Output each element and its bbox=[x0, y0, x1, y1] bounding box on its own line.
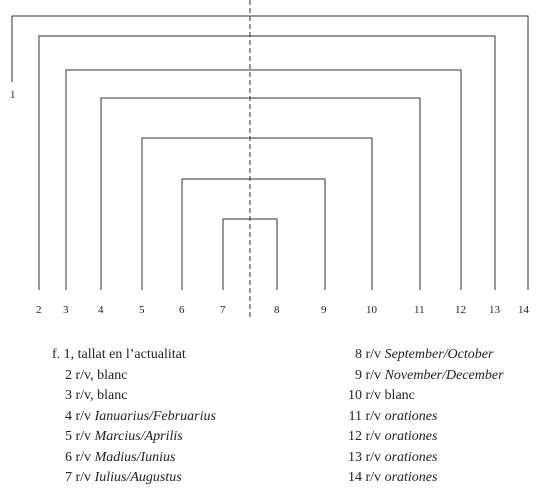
leaf-label-12: 12 bbox=[455, 304, 466, 316]
bifolium-6-9 bbox=[182, 179, 325, 290]
legend-text: r/v, blanc bbox=[75, 367, 128, 383]
legend-text: r/v bbox=[365, 408, 382, 424]
legend-right-column bbox=[340, 345, 504, 489]
legend-content: orationes bbox=[384, 470, 438, 485]
bifolium-5-10 bbox=[142, 138, 372, 290]
leaf-label-9: 9 bbox=[321, 304, 327, 316]
leaf-label-8: 8 bbox=[274, 304, 280, 316]
legend-item bbox=[340, 468, 504, 489]
leaf-label-6: 6 bbox=[179, 304, 185, 316]
legend-number: 14 bbox=[348, 470, 362, 485]
legend-text: r/v bbox=[75, 408, 92, 424]
legend-item bbox=[340, 427, 504, 448]
legend-item bbox=[52, 345, 216, 366]
legend-text: r/v bbox=[365, 429, 382, 444]
legend-text: r/v bbox=[75, 470, 92, 485]
legend-number: 10 bbox=[348, 388, 362, 403]
legend-number: 7 bbox=[65, 470, 72, 485]
legend-number: 8 bbox=[355, 347, 362, 362]
legend-months: Ianuarius/Februarius bbox=[94, 408, 216, 424]
leaf-label-2: 2 bbox=[36, 304, 42, 316]
legend-item bbox=[52, 427, 216, 448]
legend-months: November/December bbox=[384, 367, 504, 383]
legend-number: 11 bbox=[348, 408, 362, 424]
legend-number: 13 bbox=[348, 449, 362, 465]
leaf-label-10: 10 bbox=[366, 304, 377, 316]
legend-number: 2 bbox=[65, 367, 72, 383]
legend-text: tallat en l’actualitat bbox=[77, 347, 186, 362]
legend-text: r/v bbox=[365, 347, 382, 362]
leaf-label-11: 11 bbox=[414, 304, 425, 316]
legend-text: r/v bbox=[75, 429, 92, 444]
legend-number: 9 bbox=[355, 367, 362, 383]
leaf-label-14: 14 bbox=[518, 304, 529, 316]
legend-number: f. 1, bbox=[52, 347, 75, 362]
legend-months: Madius/Iunius bbox=[94, 449, 176, 465]
leaf-label-4: 4 bbox=[98, 304, 104, 316]
legend-text: r/v bbox=[365, 470, 382, 485]
legend-text: r/v bbox=[365, 367, 382, 383]
legend-text: r/v, blanc bbox=[75, 388, 128, 403]
legend-number: 6 bbox=[65, 449, 72, 465]
legend-item bbox=[340, 345, 504, 366]
legend-item bbox=[52, 468, 216, 489]
bifolium-1-14 bbox=[12, 16, 528, 290]
legend-months: Iulius/Augustus bbox=[94, 470, 182, 485]
bifolium-3-12 bbox=[66, 70, 461, 290]
legend-item bbox=[340, 407, 504, 428]
legend-item bbox=[52, 407, 216, 428]
legend-content: orationes bbox=[384, 408, 438, 424]
leaf-label-3: 3 bbox=[63, 304, 69, 316]
legend-text: r/v blanc bbox=[365, 388, 415, 403]
legend-number: 12 bbox=[348, 429, 362, 444]
legend-item bbox=[52, 448, 216, 469]
legend-number: 4 bbox=[65, 408, 72, 424]
leaf-label-7: 7 bbox=[220, 304, 226, 316]
legend-item bbox=[340, 386, 504, 407]
bifolium-7-8 bbox=[223, 219, 277, 290]
legend-item bbox=[52, 386, 216, 407]
leaf-label-5: 5 bbox=[139, 304, 145, 316]
legend-item bbox=[340, 448, 504, 469]
legend-item bbox=[340, 366, 504, 387]
leaf-label-13: 13 bbox=[489, 304, 500, 316]
legend-number: 5 bbox=[65, 429, 72, 444]
legend-months: September/October bbox=[384, 347, 494, 362]
legend-text: r/v bbox=[75, 449, 92, 465]
leaf-label-1: 1 bbox=[10, 89, 16, 101]
legend-content: orationes bbox=[384, 449, 438, 465]
legend-text: r/v bbox=[365, 449, 382, 465]
legend-months: Marcius/Aprilis bbox=[94, 429, 183, 444]
legend-content: orationes bbox=[384, 429, 438, 444]
legend-item bbox=[52, 366, 216, 387]
legend-left-column bbox=[52, 345, 216, 489]
legend-number: 3 bbox=[65, 388, 72, 403]
bifolium-2-13 bbox=[39, 36, 495, 290]
